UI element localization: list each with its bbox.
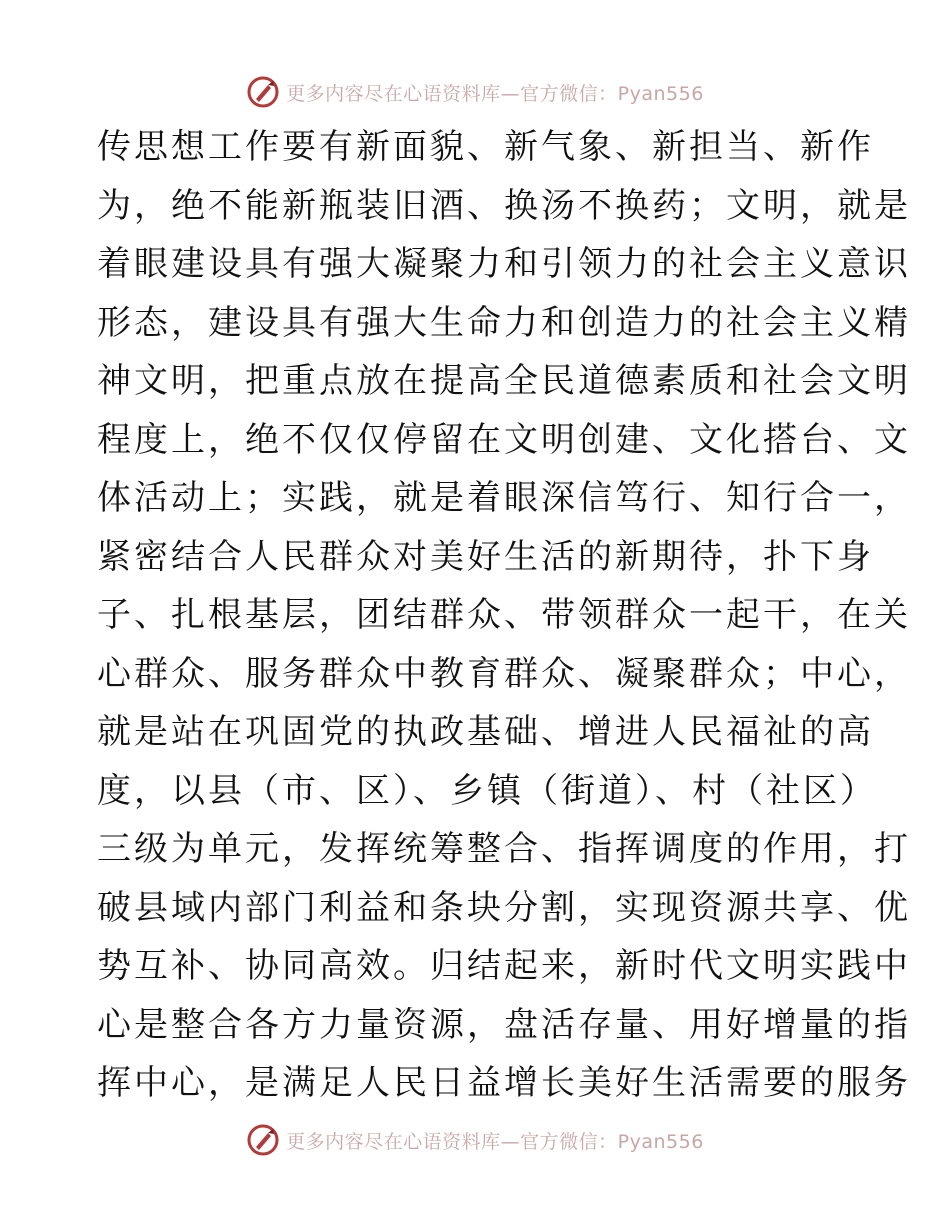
footer-watermark-banner [0, 1120, 950, 1160]
text-line: 度，以县（市、区）、乡镇（街道）、村（社区） [97, 770, 877, 811]
text-line: 神文明，把重点放在提高全民道德素质和社会文明 [97, 361, 911, 401]
pen-nib-logo-icon [246, 75, 280, 109]
text-line: 挥中心，是满足人民日益增长美好生活需要的服务 [97, 1063, 911, 1103]
text-line: 势互补、协同高效。归结起来，新时代文明实践中 [97, 946, 911, 986]
footer-banner-text: 更多内容尽在心语资料库—官方微信：Pyan556 [286, 1130, 704, 1153]
text-line: 就是站在巩固党的执政基础、增进人民福祉的高 [97, 712, 874, 752]
text-line: 着眼建设具有强大凝聚力和引领力的社会主义意识 [97, 244, 911, 284]
text-line: 三级为单元，发挥统筹整合、指挥调度的作用，打 [97, 829, 911, 869]
text-line: 子、扎根基层，团结群众、带领群众一起干，在关 [97, 595, 911, 635]
text-line: 破县域内部门利益和条块分割，实现资源共享、优 [97, 887, 911, 928]
header-banner-text: 更多内容尽在心语资料库—官方微信：Pyan556 [286, 82, 704, 105]
document-body [97, 118, 911, 1113]
text-line: 心群众、服务群众中教育群众、凝聚群众；中心， [97, 653, 911, 694]
header-watermark-banner [0, 72, 950, 112]
text-line: 传思想工作要有新面貌、新气象、新担当、新作 [97, 127, 874, 167]
text-line: 体活动上；实践，就是着眼深信笃行、知行合一， [97, 478, 911, 518]
text-line: 为，绝不能新瓶装旧酒、换汤不换药；文明，就是 [97, 185, 911, 226]
text-line: 程度上，绝不仅仅停留在文明创建、文化搭台、文 [97, 419, 911, 460]
text-line: 紧密结合人民群众对美好生活的新期待，扑下身 [97, 536, 874, 577]
text-line: 形态，建设具有强大生命力和创造力的社会主义精 [97, 302, 911, 343]
text-line: 心是整合各方力量资源，盘活存量、用好增量的指 [97, 1004, 911, 1045]
pen-nib-logo-icon [246, 1123, 280, 1157]
